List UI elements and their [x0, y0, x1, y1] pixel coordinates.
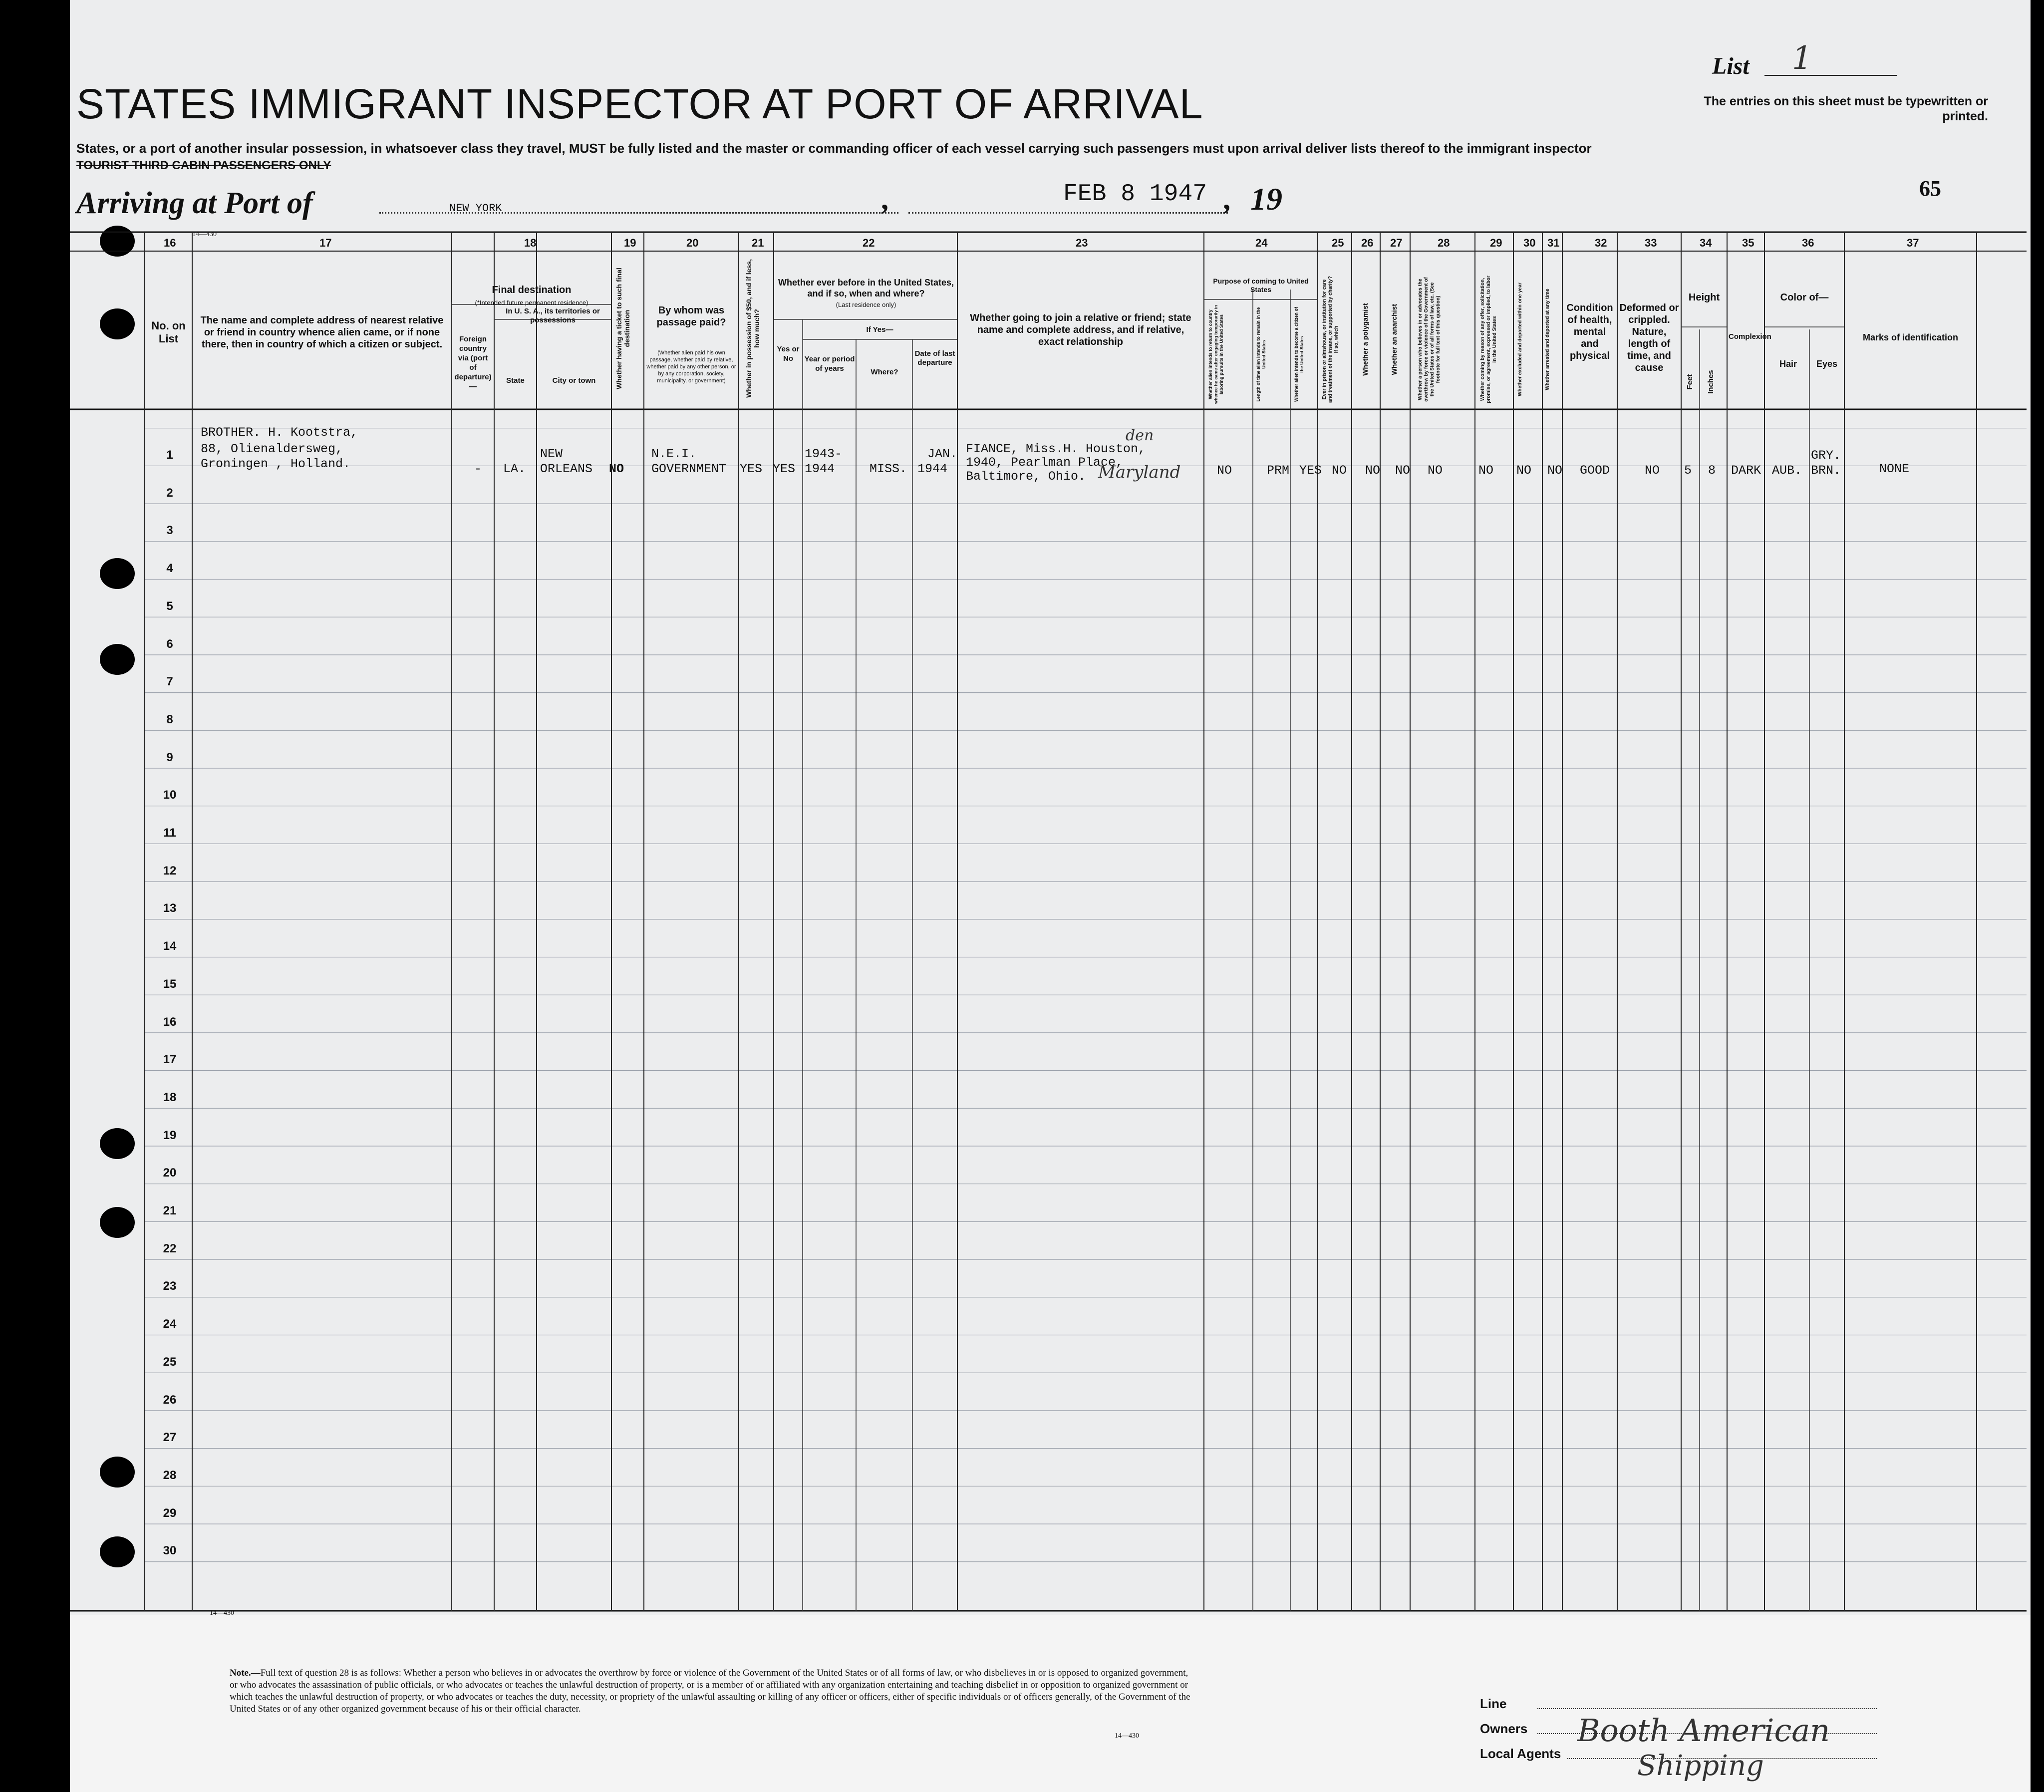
row-number: 14 — [163, 939, 177, 953]
row-number: 9 — [166, 750, 173, 764]
header-where: Where? — [871, 368, 898, 376]
row-number: 25 — [163, 1355, 177, 1369]
header-polygamist: Whether a polygamist — [1361, 303, 1369, 376]
column-number-19: 19 — [624, 237, 636, 249]
join-handwritten-state: Maryland — [1098, 462, 1181, 482]
header-q28: Whether a person who believes in or advocates the overthrow by force or violence of the Government of the United States or of all forms of law, etc. (See footnote for full text of this question) — [1418, 277, 1441, 402]
relative-line3: Groningen , Holland. — [201, 457, 351, 471]
row-number: 3 — [166, 524, 173, 538]
join-line2: 1940, Pearlman Place, — [966, 455, 1124, 470]
row-number: 20 — [163, 1166, 177, 1180]
join-handwritten-correction: den — [1126, 427, 1154, 444]
column-number-34: 34 — [1700, 237, 1712, 249]
header-feet: Feet — [1686, 374, 1694, 390]
column-number-28: 28 — [1438, 237, 1450, 249]
row-number: 7 — [166, 675, 173, 689]
header-no-on-list: No. on List — [151, 319, 186, 345]
header-year-period: Year or period of years — [804, 355, 855, 373]
header-hair: Hair — [1779, 359, 1797, 369]
row-number: 18 — [163, 1090, 177, 1104]
note-label: Note. — [230, 1668, 251, 1678]
relative-line2: 88, Olienaldersweg, — [201, 442, 343, 456]
header-fifty-dollars: Whether in possession of $50, and if less, how much? — [745, 259, 761, 398]
ticket-value: NO — [609, 462, 624, 476]
header-complexion: Complexion — [1729, 332, 1771, 341]
header-before-in-us-note: (Last residence only) — [836, 301, 896, 308]
header-height: Height — [1688, 292, 1720, 303]
date-stamp: FEB 8 1947 — [1063, 181, 1207, 208]
foreign-via: - — [474, 462, 482, 476]
question-28-footnote — [230, 1667, 1193, 1715]
column-number-18: 18 — [524, 237, 537, 249]
header-yes-no: Yes or No — [777, 345, 800, 363]
header-passage-paid: By whom was passage paid? — [656, 305, 726, 328]
header-q31: Whether arrested and deported at any time — [1545, 289, 1550, 390]
city-line1: NEW — [540, 447, 563, 461]
eyes-line1: GRY. — [1811, 448, 1841, 463]
inches-value: 8 — [1708, 463, 1716, 478]
header-nearest-relative: The name and complete address of nearest relative or friend in country whence alien came, or if none there, then in country of which a citizen or subject. — [200, 315, 444, 350]
row-number: 13 — [163, 901, 177, 915]
owners-label: Owners — [1480, 1721, 1528, 1736]
form-subtitle: States, or a port of another insular possession, in whatsoever class they travel, MUST be fully listed and the master or commanding officer of each vessel carrying such passengers must upon arrival deliver lists thereof to the immigrant inspector — [76, 141, 1592, 156]
row-number: 1 — [166, 448, 173, 462]
where-value: MISS. — [870, 462, 907, 476]
form-title: STATES IMMIGRANT INSPECTOR AT PORT OF ARRIVAL — [76, 80, 1203, 127]
row-number: 5 — [166, 599, 173, 613]
row-number: 11 — [163, 826, 176, 840]
header-marks: Marks of identification — [1862, 332, 1959, 342]
header-length-stay: Length of time alien intends to remain in the United States — [1256, 307, 1266, 402]
prison-value: NO — [1332, 463, 1347, 478]
header-date-last-departure: Date of last departure — [914, 349, 955, 367]
years-line2: 1944 — [805, 462, 835, 476]
departure-line1: JAN. — [927, 447, 958, 461]
column-number-33: 33 — [1645, 237, 1657, 249]
header-passage-paid-note: (Whether alien paid his own passage, whether paid by relative, whether paid by any other person, or by any corporation, society, municipality, or government) — [646, 350, 736, 384]
column-number-31: 31 — [1547, 237, 1560, 249]
return-country-value: NO — [1217, 463, 1232, 478]
comma: , — [881, 183, 888, 216]
deformed-value: NO — [1645, 463, 1660, 478]
header-color-of: Color of— — [1780, 292, 1829, 303]
note-text: —Full text of question 28 is as follows: Whether a person who believes in or advocates the overthrow by force or violence of the Government of the United States or of all forms of law, or who disbelieves in or is opposed to organized government, or who advocates the assassination of public officials, or who advocates or teaches the unlawful destruction of property, or is a member of or affiliated with any organization entertaining and teaching disbelief in or opposition to organized government or which teaches the unlawful destruction of property, or who advocates or teaches the duty, necessity, or propriety of the unlawful assaulting or killing of any officer or officers, either of specific individuals or of officers generally, of the Government of the United States or of any other organized government because of his or their official character. — [230, 1668, 1190, 1714]
header-state: State — [506, 376, 525, 385]
row-number: 6 — [166, 637, 173, 651]
header-q30: Whether excluded and deported within one year — [1517, 283, 1523, 396]
row-number: 29 — [163, 1506, 177, 1520]
row-number: 17 — [163, 1053, 177, 1067]
header-final-destination-note: (*Intended future permanent residence) — [475, 299, 588, 306]
column-number-27: 27 — [1390, 237, 1403, 249]
header-health: Condition of health, mental and physical — [1566, 302, 1613, 361]
row-number: 8 — [166, 712, 173, 726]
comma: , — [1223, 183, 1230, 216]
column-number-22: 22 — [863, 237, 875, 249]
header-in-usa: In U. S. A., its territories or possessions — [506, 307, 600, 324]
q30-value: NO — [1516, 463, 1532, 478]
form-code-footnote: 14—430 — [1115, 1732, 1139, 1740]
length-stay-value: PRM — [1267, 463, 1290, 478]
q31-value: NO — [1547, 463, 1563, 478]
column-number-30: 30 — [1523, 237, 1536, 249]
row-number: 12 — [163, 864, 177, 878]
header-q29: Whether coming by reason of any offer, solicitation, promise, or agreement, expressed or implied, to labor in the United States — [1480, 276, 1497, 403]
feet-value: 5 — [1684, 463, 1692, 478]
header-ticket: Whether having a ticket to such final destination — [615, 268, 631, 389]
paid-by-line1: N.E.I. — [651, 447, 697, 461]
header-final-destination: Final destination — [492, 285, 572, 296]
header-city: City or town — [552, 376, 596, 385]
health-value: GOOD — [1580, 463, 1610, 478]
agents-handwritten-line1: Booth American — [1577, 1712, 1830, 1749]
column-number-21: 21 — [752, 237, 764, 249]
city-line2: ORLEANS — [540, 462, 593, 476]
column-number-20: 20 — [686, 237, 699, 249]
row-number: 28 — [163, 1468, 177, 1482]
row-number: 30 — [163, 1544, 177, 1558]
column-number-32: 32 — [1595, 237, 1607, 249]
port-value: NEW YORK — [449, 202, 502, 215]
column-number-36: 36 — [1802, 237, 1814, 249]
row-number: 21 — [163, 1204, 177, 1217]
page-number: 65 — [1919, 176, 1941, 201]
row-number: 22 — [163, 1241, 177, 1255]
column-number-37: 37 — [1907, 237, 1919, 249]
header-if-yes: If Yes— — [866, 325, 893, 334]
marks-value: NONE — [1879, 462, 1910, 476]
q28-value: NO — [1428, 463, 1443, 478]
header-anarchist: Whether an anarchist — [1390, 303, 1398, 375]
list-value: 1 — [1792, 40, 1812, 77]
join-line3: Baltimore, Ohio. — [966, 469, 1086, 484]
row-number: 24 — [163, 1317, 177, 1331]
year-prefix: 19 — [1250, 181, 1282, 217]
citizen-value: YES — [1299, 463, 1322, 478]
header-eyes: Eyes — [1816, 359, 1838, 369]
line-dotted — [1537, 1708, 1877, 1709]
row-number: 26 — [163, 1393, 177, 1407]
column-number-23: 23 — [1076, 237, 1088, 249]
q29-value: NO — [1478, 463, 1494, 478]
header-deformed: Deformed or crippled. Nature, length of time, and cause — [1619, 302, 1679, 373]
row-number: 2 — [166, 486, 173, 500]
row-number: 16 — [163, 1015, 177, 1029]
before-in-us-value: YES — [773, 462, 796, 476]
paid-by-line2: GOVERNMENT — [651, 462, 727, 476]
header-foreign-country: Foreign country via (port of departure)— — [454, 335, 492, 391]
row-number: 27 — [163, 1431, 177, 1445]
header-prison: Ever in prison or almshouse, or institution for care and treatment of the insane, or supported by charity? If so, which — [1322, 276, 1339, 403]
anarchist-value: NO — [1395, 463, 1411, 478]
agents-handwritten-line2: Shipping — [1637, 1750, 1764, 1782]
column-number-26: 26 — [1361, 237, 1374, 249]
form-code: 14—430 — [192, 231, 217, 238]
row-number: 23 — [163, 1279, 177, 1293]
years-line1: 1943- — [805, 447, 843, 461]
column-number-16: 16 — [164, 237, 176, 249]
column-number-24: 24 — [1255, 237, 1268, 249]
state-value: LA. — [503, 462, 526, 476]
header-before-in-us: Whether ever before in the United States, and if so, when and where? — [778, 278, 954, 299]
eyes-line2: BRN. — [1811, 463, 1841, 478]
list-label: List — [1712, 53, 1750, 79]
row-number: 19 — [163, 1128, 177, 1142]
column-number-35: 35 — [1742, 237, 1754, 249]
fifty-dollars-value: YES — [740, 462, 763, 476]
row-number: 15 — [163, 977, 177, 991]
entries-note: The entries on this sheet must be typewritten or printed. — [1704, 94, 1988, 123]
header-return-country: Whether alien intends to return to country whence he came after engaging temporarily in laboring pursuits in the United States — [1208, 304, 1224, 404]
row-number: 10 — [163, 788, 177, 802]
polygamist-value: NO — [1365, 463, 1381, 478]
column-number-25: 25 — [1332, 237, 1344, 249]
form-code-bottom: 14—430 — [210, 1609, 234, 1617]
relative-line1: BROTHER. H. Kootstra, — [201, 425, 358, 440]
header-become-citizen: Whether alien intends to become a citizen of the United States — [1294, 306, 1304, 402]
arriving-label: Arriving at Port of — [76, 186, 313, 220]
complexion-value: DARK — [1731, 463, 1761, 478]
column-number-29: 29 — [1490, 237, 1502, 249]
header-purpose: Purpose of coming to United States — [1213, 277, 1309, 294]
header-going-to-join: Whether going to join a relative or friend; state name and complete address, and if relative, exact relationship — [970, 312, 1191, 347]
line-label: Line — [1480, 1696, 1507, 1711]
hair-value: AUB. — [1772, 463, 1802, 478]
departure-line2: 1944 — [917, 462, 948, 476]
local-agents-label: Local Agents — [1480, 1746, 1561, 1761]
row-number: 4 — [166, 562, 173, 576]
join-line1: FIANCE, Miss.H. Houston, — [966, 442, 1146, 456]
struck-class-line: TOURIST THIRD CABIN PASSENGERS ONLY — [76, 159, 331, 172]
header-inches: Inches — [1707, 370, 1715, 394]
column-number-17: 17 — [319, 237, 332, 249]
